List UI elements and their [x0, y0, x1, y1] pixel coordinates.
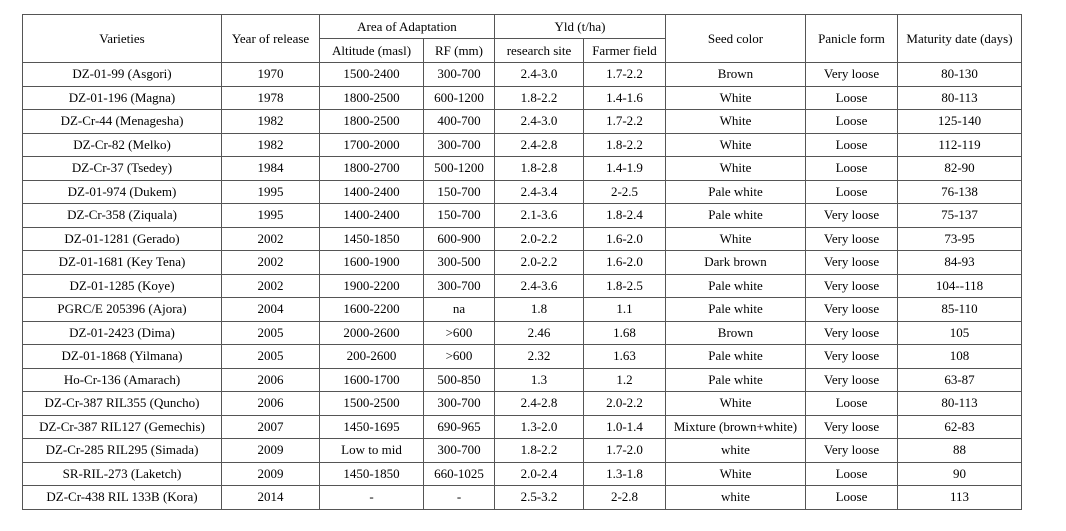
cell-rf: 600-1200	[424, 86, 495, 110]
cell-panicle-form: Loose	[806, 86, 898, 110]
header-maturity: Maturity date (days)	[898, 15, 1022, 63]
cell-variety: DZ-01-1681 (Key Tena)	[23, 251, 222, 275]
table-row	[23, 486, 1022, 510]
cell-seed-color: Pale white	[666, 274, 806, 298]
cell-variety: DZ-Cr-438 RIL 133B (Kora)	[23, 486, 222, 510]
cell-farmer-field: 1.2	[584, 368, 666, 392]
cell-seed-color: Pale white	[666, 368, 806, 392]
cell-rf: 150-700	[424, 204, 495, 228]
cell-altitude: 1800-2500	[320, 86, 424, 110]
cell-variety: SR-RIL-273 (Laketch)	[23, 462, 222, 486]
cell-maturity: 112-119	[898, 133, 1022, 157]
cell-seed-color: White	[666, 227, 806, 251]
cell-altitude: 1600-1700	[320, 368, 424, 392]
cell-altitude: 1600-2200	[320, 298, 424, 322]
cell-panicle-form: Very loose	[806, 415, 898, 439]
cell-farmer-field: 1.4-1.6	[584, 86, 666, 110]
cell-panicle-form: Very loose	[806, 298, 898, 322]
cell-research-site: 1.8-2.2	[495, 439, 584, 463]
cell-rf: na	[424, 298, 495, 322]
cell-seed-color: White	[666, 157, 806, 181]
cell-maturity: 105	[898, 321, 1022, 345]
cell-altitude: 1800-2500	[320, 110, 424, 134]
cell-panicle-form: Very loose	[806, 274, 898, 298]
cell-rf: 690-965	[424, 415, 495, 439]
cell-altitude: 1400-2400	[320, 204, 424, 228]
cell-rf: >600	[424, 321, 495, 345]
cell-rf: 300-700	[424, 439, 495, 463]
cell-variety: DZ-01-974 (Dukem)	[23, 180, 222, 204]
cell-research-site: 2.0-2.2	[495, 251, 584, 275]
cell-maturity: 80-113	[898, 392, 1022, 416]
cell-maturity: 125-140	[898, 110, 1022, 134]
cell-rf: 300-700	[424, 133, 495, 157]
cell-variety: Ho-Cr-136 (Amarach)	[23, 368, 222, 392]
cell-rf: 300-700	[424, 274, 495, 298]
table-row	[23, 392, 1022, 416]
cell-research-site: 1.8	[495, 298, 584, 322]
cell-variety: DZ-01-2423 (Dima)	[23, 321, 222, 345]
cell-seed-color: Brown	[666, 63, 806, 87]
cell-variety: DZ-Cr-37 (Tsedey)	[23, 157, 222, 181]
table-row	[23, 86, 1022, 110]
cell-variety: DZ-Cr-358 (Ziquala)	[23, 204, 222, 228]
cell-rf: 600-900	[424, 227, 495, 251]
cell-panicle-form: Very loose	[806, 321, 898, 345]
cell-maturity: 85-110	[898, 298, 1022, 322]
cell-altitude: 1700-2000	[320, 133, 424, 157]
cell-rf: -	[424, 486, 495, 510]
cell-year: 2004	[222, 298, 320, 322]
cell-rf: 150-700	[424, 180, 495, 204]
cell-rf: 500-1200	[424, 157, 495, 181]
cell-year: 2006	[222, 392, 320, 416]
table-row	[23, 227, 1022, 251]
cell-panicle-form: Very loose	[806, 204, 898, 228]
cell-variety: DZ-Cr-387 RIL127 (Gemechis)	[23, 415, 222, 439]
cell-research-site: 2.0-2.4	[495, 462, 584, 486]
cell-maturity: 73-95	[898, 227, 1022, 251]
cell-altitude: -	[320, 486, 424, 510]
cell-year: 2005	[222, 321, 320, 345]
cell-altitude: 1450-1850	[320, 227, 424, 251]
cell-seed-color: Brown	[666, 321, 806, 345]
cell-farmer-field: 1.3-1.8	[584, 462, 666, 486]
cell-altitude: 1500-2500	[320, 392, 424, 416]
cell-year: 2009	[222, 439, 320, 463]
cell-research-site: 2.0-2.2	[495, 227, 584, 251]
cell-year: 2005	[222, 345, 320, 369]
cell-variety: DZ-Cr-82 (Melko)	[23, 133, 222, 157]
cell-rf: 660-1025	[424, 462, 495, 486]
cell-research-site: 1.3	[495, 368, 584, 392]
cell-year: 2009	[222, 462, 320, 486]
cell-year: 2002	[222, 251, 320, 275]
cell-year: 1982	[222, 133, 320, 157]
table-row	[23, 274, 1022, 298]
cell-research-site: 2.4-3.6	[495, 274, 584, 298]
cell-farmer-field: 1.7-2.2	[584, 110, 666, 134]
cell-year: 2007	[222, 415, 320, 439]
cell-altitude: 1900-2200	[320, 274, 424, 298]
cell-maturity: 76-138	[898, 180, 1022, 204]
cell-panicle-form: Very loose	[806, 63, 898, 87]
table-row	[23, 251, 1022, 275]
header-varieties: Varieties	[23, 15, 222, 63]
cell-research-site: 1.3-2.0	[495, 415, 584, 439]
cell-farmer-field: 1.6-2.0	[584, 251, 666, 275]
cell-farmer-field: 1.0-1.4	[584, 415, 666, 439]
cell-panicle-form: Loose	[806, 180, 898, 204]
cell-farmer-field: 1.4-1.9	[584, 157, 666, 181]
header-year: Year of release	[222, 15, 320, 63]
table-row	[23, 462, 1022, 486]
cell-panicle-form: Loose	[806, 486, 898, 510]
cell-maturity: 88	[898, 439, 1022, 463]
cell-seed-color: White	[666, 462, 806, 486]
cell-seed-color: Pale white	[666, 180, 806, 204]
cell-year: 2014	[222, 486, 320, 510]
cell-year: 2006	[222, 368, 320, 392]
cell-panicle-form: Loose	[806, 133, 898, 157]
cell-seed-color: Pale white	[666, 345, 806, 369]
cell-rf: 300-700	[424, 63, 495, 87]
header-research-site: research site	[495, 39, 584, 63]
cell-panicle-form: Very loose	[806, 439, 898, 463]
table-row	[23, 204, 1022, 228]
cell-maturity: 62-83	[898, 415, 1022, 439]
cell-research-site: 1.8-2.2	[495, 86, 584, 110]
table-row	[23, 415, 1022, 439]
cell-farmer-field: 2-2.8	[584, 486, 666, 510]
table-row	[23, 298, 1022, 322]
cell-altitude: 1450-1695	[320, 415, 424, 439]
cell-research-site: 1.8-2.8	[495, 157, 584, 181]
table-row	[23, 133, 1022, 157]
cell-research-site: 2.5-3.2	[495, 486, 584, 510]
varieties-table	[22, 14, 1022, 510]
cell-farmer-field: 2.0-2.2	[584, 392, 666, 416]
header-rf: RF (mm)	[424, 39, 495, 63]
cell-maturity: 108	[898, 345, 1022, 369]
table-row	[23, 368, 1022, 392]
table-row	[23, 110, 1022, 134]
cell-altitude: Low to mid	[320, 439, 424, 463]
cell-altitude: 1500-2400	[320, 63, 424, 87]
cell-farmer-field: 1.6-2.0	[584, 227, 666, 251]
cell-altitude: 1400-2400	[320, 180, 424, 204]
cell-year: 1982	[222, 110, 320, 134]
cell-variety: DZ-01-1281 (Gerado)	[23, 227, 222, 251]
cell-rf: 500-850	[424, 368, 495, 392]
cell-maturity: 80-113	[898, 86, 1022, 110]
cell-rf: 400-700	[424, 110, 495, 134]
cell-farmer-field: 1.7-2.2	[584, 63, 666, 87]
header-seed-color: Seed color	[666, 15, 806, 63]
cell-year: 1978	[222, 86, 320, 110]
table-row	[23, 439, 1022, 463]
cell-variety: PGRC/E 205396 (Ajora)	[23, 298, 222, 322]
table-body	[23, 63, 1022, 510]
cell-seed-color: white	[666, 439, 806, 463]
cell-seed-color: Dark brown	[666, 251, 806, 275]
cell-farmer-field: 1.7-2.0	[584, 439, 666, 463]
cell-variety: DZ-01-99 (Asgori)	[23, 63, 222, 87]
cell-seed-color: White	[666, 86, 806, 110]
table-row	[23, 321, 1022, 345]
cell-research-site: 2.32	[495, 345, 584, 369]
cell-panicle-form: Loose	[806, 392, 898, 416]
cell-seed-color: Pale white	[666, 204, 806, 228]
cell-maturity: 82-90	[898, 157, 1022, 181]
cell-year: 1970	[222, 63, 320, 87]
cell-rf: 300-500	[424, 251, 495, 275]
table-row	[23, 345, 1022, 369]
cell-variety: DZ-Cr-387 RIL355 (Quncho)	[23, 392, 222, 416]
cell-seed-color: Mixture (brown+white)	[666, 415, 806, 439]
cell-altitude: 1450-1850	[320, 462, 424, 486]
cell-research-site: 2.1-3.6	[495, 204, 584, 228]
cell-maturity: 90	[898, 462, 1022, 486]
cell-variety: DZ-Cr-285 RIL295 (Simada)	[23, 439, 222, 463]
cell-year: 1984	[222, 157, 320, 181]
cell-year: 2002	[222, 227, 320, 251]
cell-maturity: 63-87	[898, 368, 1022, 392]
cell-year: 1995	[222, 204, 320, 228]
cell-research-site: 2.4-3.0	[495, 110, 584, 134]
cell-maturity: 80-130	[898, 63, 1022, 87]
cell-panicle-form: Loose	[806, 110, 898, 134]
header-yld: Yld (t/ha)	[495, 15, 666, 39]
cell-research-site: 2.4-2.8	[495, 133, 584, 157]
table-header	[23, 15, 1022, 63]
cell-farmer-field: 1.8-2.5	[584, 274, 666, 298]
cell-farmer-field: 1.8-2.4	[584, 204, 666, 228]
header-area: Area of Adaptation	[320, 15, 495, 39]
cell-panicle-form: Very loose	[806, 368, 898, 392]
cell-panicle-form: Very loose	[806, 227, 898, 251]
table-row	[23, 157, 1022, 181]
cell-maturity: 104--118	[898, 274, 1022, 298]
cell-seed-color: Pale white	[666, 298, 806, 322]
cell-farmer-field: 2-2.5	[584, 180, 666, 204]
cell-farmer-field: 1.68	[584, 321, 666, 345]
table-row	[23, 63, 1022, 87]
cell-maturity: 84-93	[898, 251, 1022, 275]
cell-research-site: 2.4-2.8	[495, 392, 584, 416]
table-row	[23, 180, 1022, 204]
table-container	[22, 14, 1022, 510]
cell-seed-color: White	[666, 133, 806, 157]
cell-year: 1995	[222, 180, 320, 204]
cell-variety: DZ-01-1285 (Koye)	[23, 274, 222, 298]
cell-variety: DZ-Cr-44 (Menagesha)	[23, 110, 222, 134]
cell-altitude: 1800-2700	[320, 157, 424, 181]
cell-panicle-form: Loose	[806, 157, 898, 181]
header-panicle-form: Panicle form	[806, 15, 898, 63]
cell-altitude: 1600-1900	[320, 251, 424, 275]
header-farmer-field: Farmer field	[584, 39, 666, 63]
cell-altitude: 2000-2600	[320, 321, 424, 345]
cell-seed-color: White	[666, 392, 806, 416]
cell-research-site: 2.46	[495, 321, 584, 345]
cell-farmer-field: 1.1	[584, 298, 666, 322]
cell-panicle-form: Loose	[806, 462, 898, 486]
cell-farmer-field: 1.63	[584, 345, 666, 369]
header-altitude: Altitude (masl)	[320, 39, 424, 63]
cell-year: 2002	[222, 274, 320, 298]
cell-panicle-form: Very loose	[806, 345, 898, 369]
cell-research-site: 2.4-3.4	[495, 180, 584, 204]
cell-seed-color: white	[666, 486, 806, 510]
cell-variety: DZ-01-196 (Magna)	[23, 86, 222, 110]
cell-variety: DZ-01-1868 (Yilmana)	[23, 345, 222, 369]
cell-farmer-field: 1.8-2.2	[584, 133, 666, 157]
cell-maturity: 75-137	[898, 204, 1022, 228]
cell-rf: 300-700	[424, 392, 495, 416]
cell-research-site: 2.4-3.0	[495, 63, 584, 87]
cell-rf: >600	[424, 345, 495, 369]
cell-panicle-form: Very loose	[806, 251, 898, 275]
cell-seed-color: White	[666, 110, 806, 134]
cell-altitude: 200-2600	[320, 345, 424, 369]
cell-maturity: 113	[898, 486, 1022, 510]
